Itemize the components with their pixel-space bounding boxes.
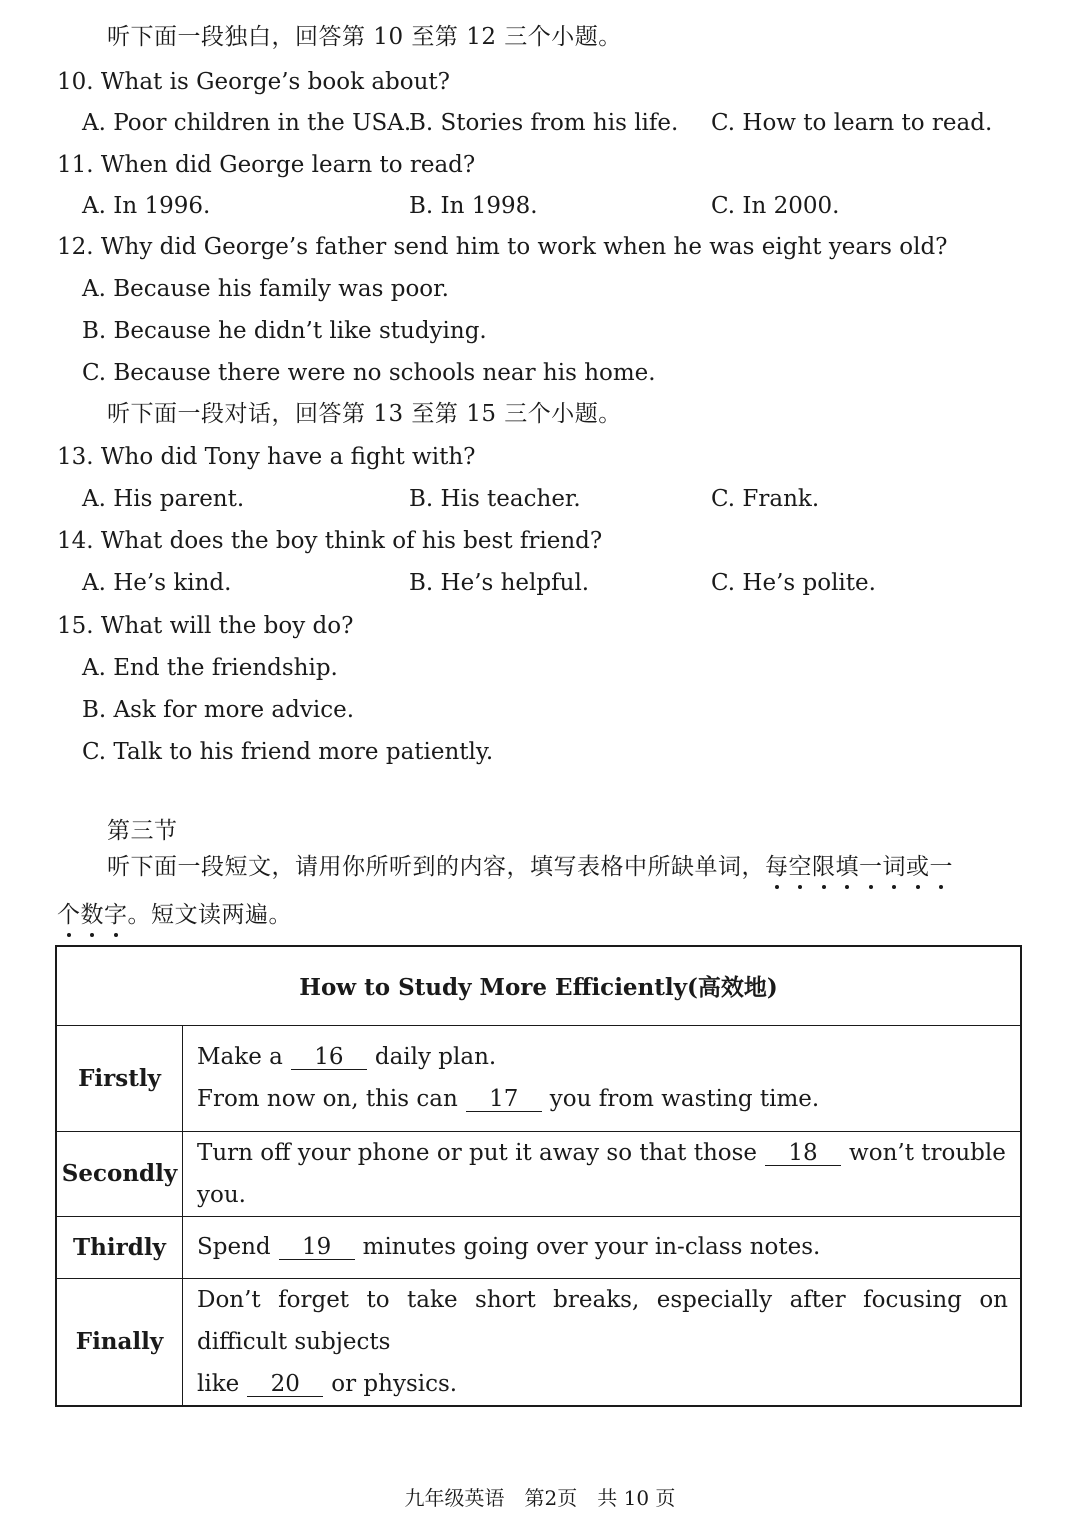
- row-label-finally: Finally: [56, 1278, 183, 1406]
- q13-option-b: B. His teacher.: [409, 486, 581, 512]
- section-3-instructions-line2: [57, 900, 292, 930]
- q11-option-c: C. In 2000.: [711, 193, 840, 219]
- firstly-line-2: [197, 1078, 1008, 1120]
- q10-option-a: A. Poor children in the USA.: [82, 110, 412, 136]
- text-segment: Turn off your phone or put it away so that those: [197, 1139, 758, 1166]
- q12-option-c: C. Because there were no schools near his home.: [82, 360, 656, 386]
- emphasized-word: 空: [788, 854, 812, 880]
- text-segment: Make a: [197, 1044, 283, 1070]
- q10-option-b: B. Stories from his life.: [409, 110, 679, 136]
- text-segment: Spend: [197, 1234, 271, 1260]
- blank-18: 18: [765, 1141, 841, 1166]
- page-footer: 九年级英语 第2页 共 10 页: [404, 1486, 676, 1510]
- q14-option-c: C. He’s polite.: [711, 570, 876, 596]
- emphasized-word: 数: [80, 902, 104, 928]
- q11-option-b: B. In 1998.: [409, 193, 538, 219]
- text-segment: daily plan.: [374, 1044, 497, 1070]
- table-row: [56, 1216, 1021, 1278]
- table-row: [56, 1131, 1021, 1216]
- table-row: [56, 1025, 1021, 1131]
- text-segment: like: [197, 1370, 240, 1397]
- blank-17: 17: [466, 1087, 542, 1112]
- table-row: [56, 1278, 1021, 1406]
- question-11: 11. When did George learn to read?: [57, 152, 476, 178]
- q13-option-a: A. His parent.: [82, 486, 245, 512]
- emphasized-word: 词: [882, 854, 906, 880]
- section-3-instructions-line1: [107, 852, 953, 882]
- q15-option-c: C. Talk to his friend more patiently.: [82, 739, 494, 765]
- row-content-firstly: [183, 1025, 1022, 1131]
- q10-option-c: C. How to learn to read.: [711, 110, 993, 136]
- q15-option-b: B. Ask for more advice.: [82, 697, 355, 723]
- question-15: 15. What will the boy do?: [57, 613, 354, 639]
- row-label-secondly: Secondly: [56, 1131, 183, 1216]
- text-segment: minutes going over your in-class notes.: [362, 1234, 821, 1260]
- firstly-line-1: [197, 1036, 1008, 1078]
- listening-intro-13-15: 听下面一段对话，回答第 13 至第 15 三个小题。: [107, 401, 622, 427]
- q12-option-b: B. Because he didn’t like studying.: [82, 318, 487, 344]
- row-label-firstly: Firstly: [56, 1025, 183, 1131]
- section-3-heading: 第三节: [107, 818, 178, 844]
- q14-option-a: A. He’s kind.: [82, 570, 232, 596]
- blank-19: 19: [279, 1235, 355, 1260]
- emphasized-word: 每: [765, 854, 789, 880]
- question-12: 12. Why did George’s father send him to work when he was eight years old?: [57, 234, 948, 260]
- row-content-finally: [183, 1278, 1022, 1406]
- question-13: 13. Who did Tony have a fight with?: [57, 444, 476, 470]
- q12-option-a: A. Because his family was poor.: [82, 276, 449, 302]
- text-segment: or physics.: [331, 1370, 458, 1397]
- row-content-thirdly: [183, 1216, 1022, 1278]
- q11-option-a: A. In 1996.: [82, 193, 211, 219]
- blank-16: 16: [291, 1045, 367, 1070]
- finally-line-2: [197, 1363, 1008, 1405]
- emphasized-word: 个: [57, 902, 81, 928]
- q15-option-a: A. End the friendship.: [82, 655, 338, 681]
- finally-line-1: Don’t forget to take short breaks, especially after focusing on difficult subjects: [197, 1286, 1008, 1355]
- text-segment: From now on, this can: [197, 1086, 458, 1112]
- emphasized-word: 限: [812, 854, 836, 880]
- question-10: 10. What is George’s book about?: [57, 69, 450, 95]
- emphasized-word: 一: [859, 854, 883, 880]
- q13-option-c: C. Frank.: [711, 486, 820, 512]
- question-14: 14. What does the boy think of his best friend?: [57, 528, 603, 554]
- emphasized-word: 字: [104, 902, 128, 928]
- text-segment: won’t trouble you.: [197, 1139, 1006, 1208]
- blank-20: 20: [247, 1372, 323, 1397]
- table-title: How to Study More Efficiently(高效地): [56, 946, 1021, 1025]
- row-label-thirdly: Thirdly: [56, 1216, 183, 1278]
- listening-intro-10-12: 听下面一段独白，回答第 10 至第 12 三个小题。: [107, 24, 622, 50]
- study-table: [55, 945, 1022, 1407]
- q14-option-b: B. He’s helpful.: [409, 570, 590, 596]
- row-content-secondly: [183, 1131, 1022, 1216]
- text-segment: you from wasting time.: [549, 1086, 820, 1112]
- section-3-instructions-text: 听下面一段短文，请用你所听到的内容，填写表格中所缺单词，: [107, 854, 765, 880]
- section-3-instructions-end: 。短文读两遍。: [127, 902, 292, 928]
- emphasized-word: 或: [906, 854, 930, 880]
- emphasized-word: 一: [929, 854, 953, 880]
- emphasized-word: 填: [835, 854, 859, 880]
